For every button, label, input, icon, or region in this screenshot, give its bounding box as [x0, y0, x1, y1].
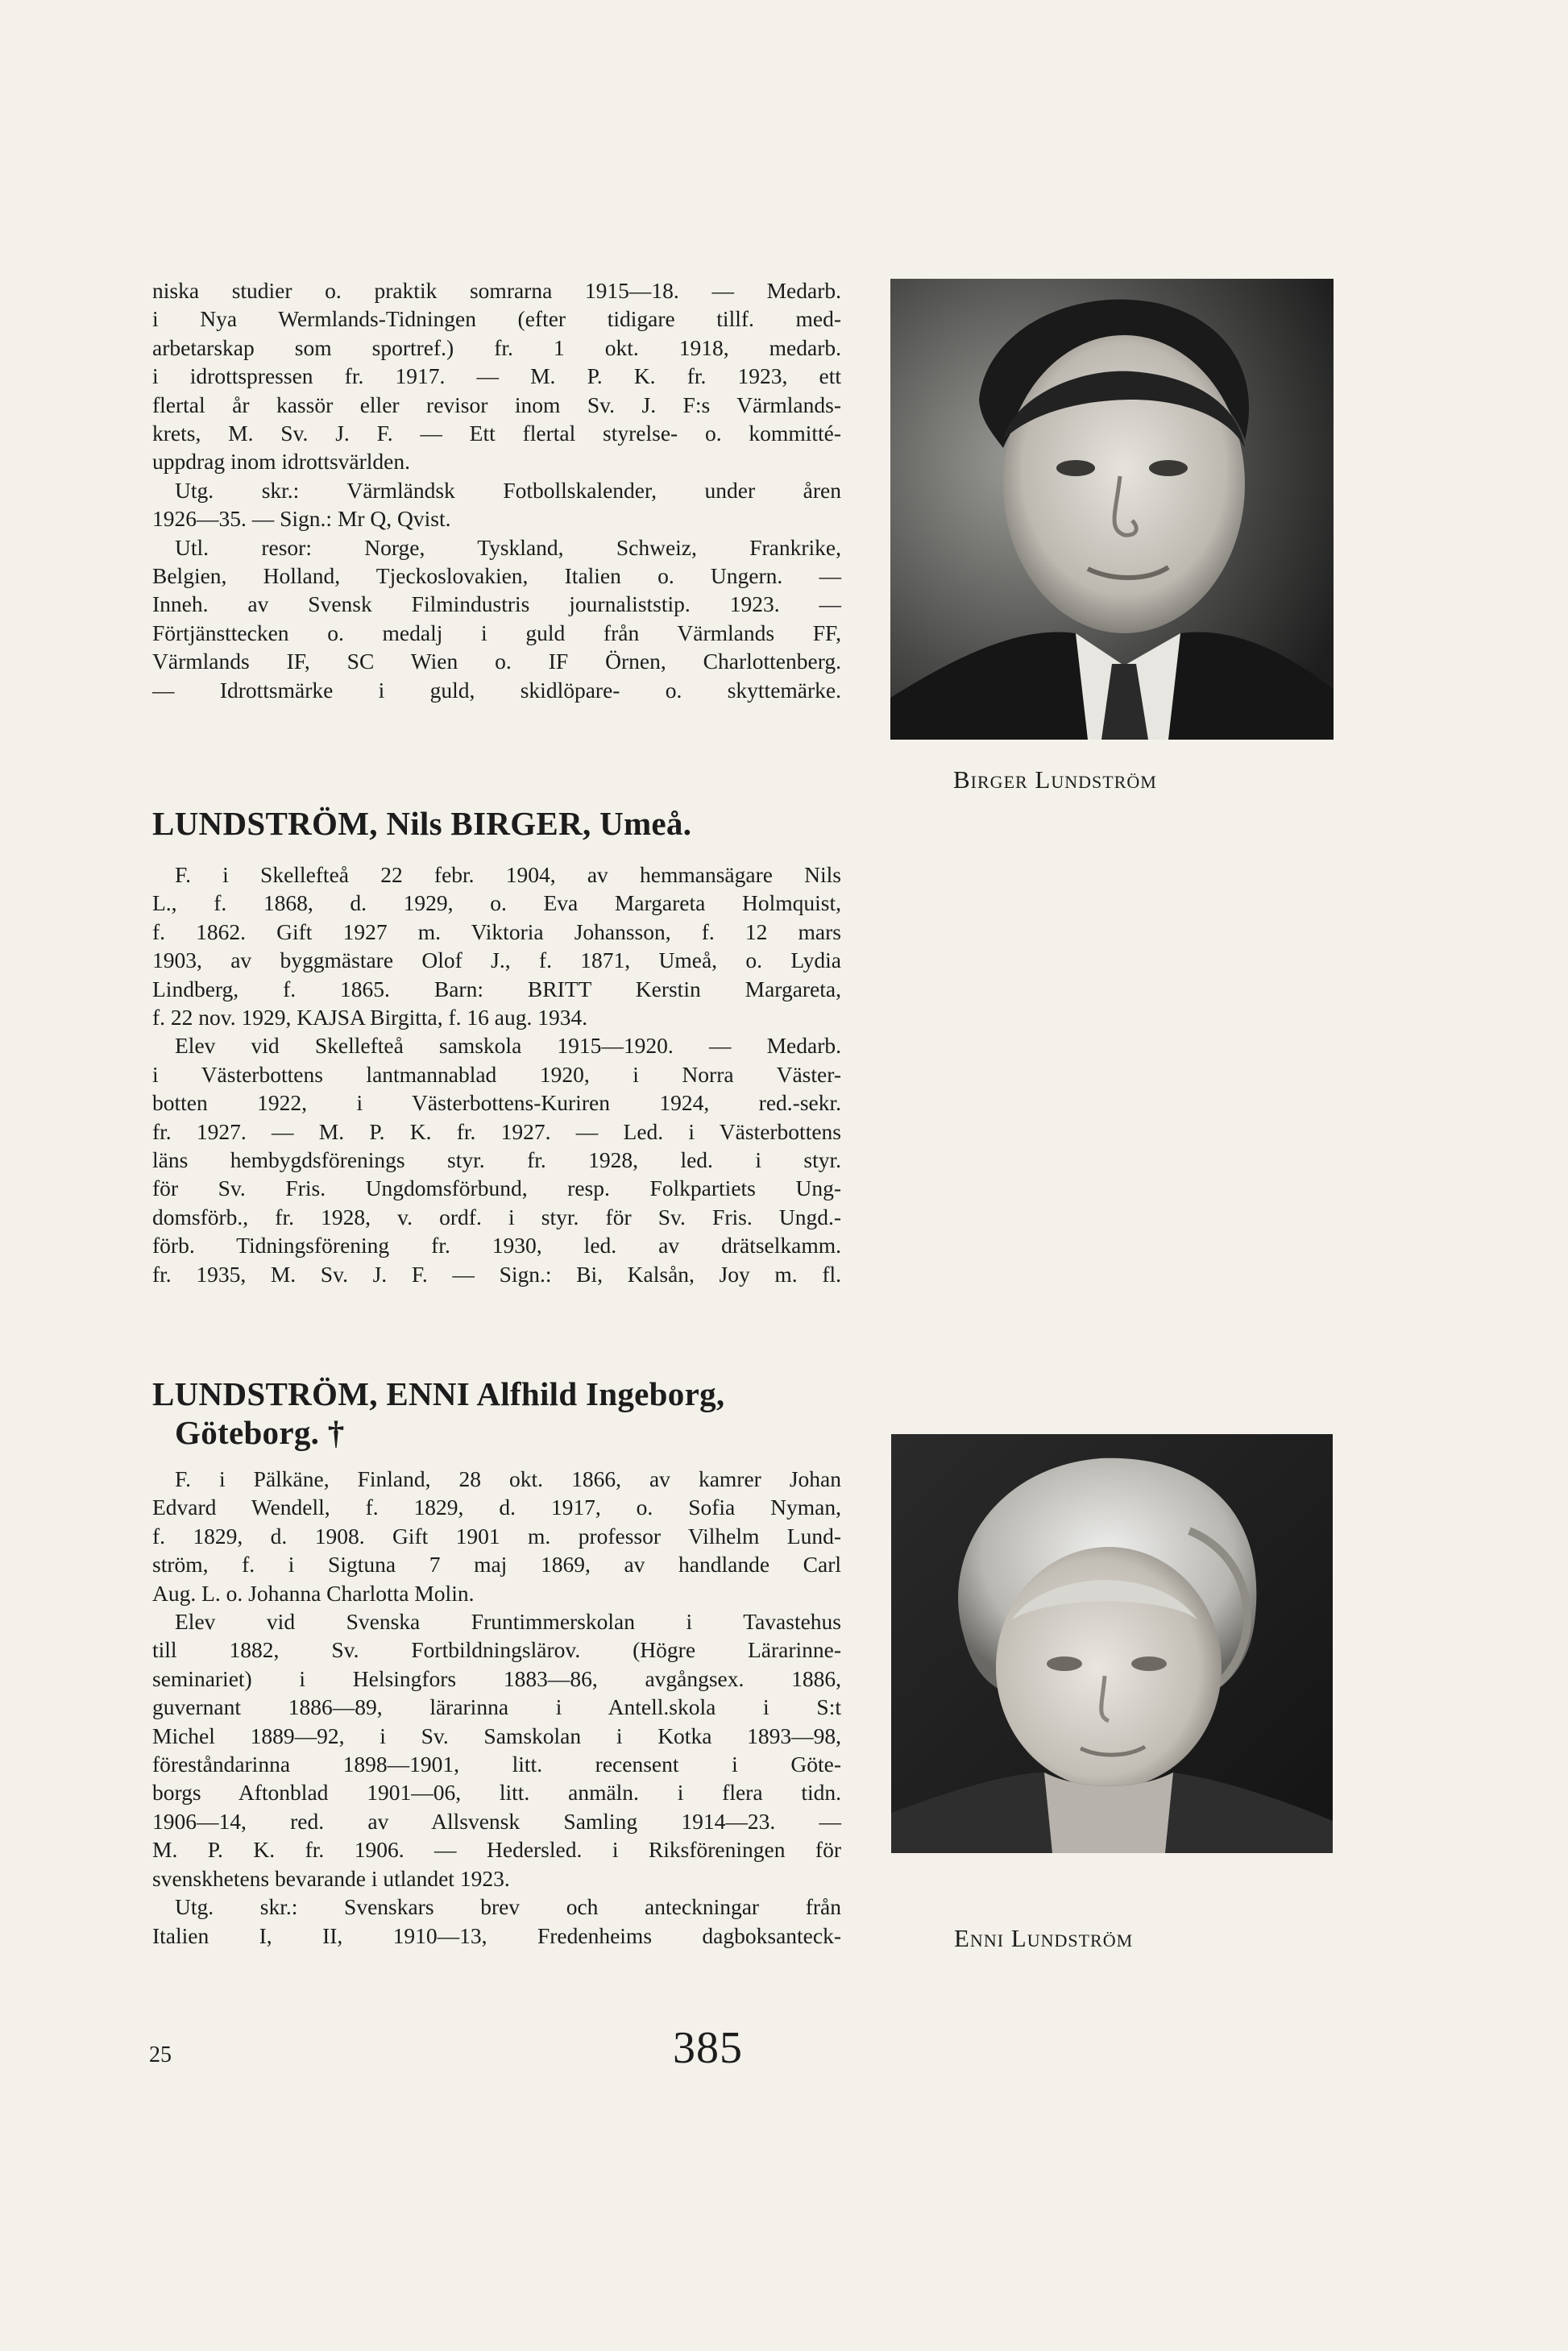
entry-heading-enni-line2: Göteborg. †: [175, 1414, 345, 1451]
text-line: för Sv. Fris. Ungdomsförbund, resp. Folkpartiets Ung-: [152, 1176, 841, 1201]
text-line: flertal år kassör eller revisor inom Sv. J. F:s Värmlands-: [152, 392, 841, 417]
text-line: i idrottspressen fr. 1917. — M. P. K. fr. 1923, ett: [152, 363, 841, 389]
caption-birger: Birger Lundström: [953, 765, 1157, 794]
entry-heading-birger: LUNDSTRÖM, Nils BIRGER, Umeå.: [152, 805, 692, 842]
text-line: Utg. skr.: Värmländsk Fotbollskalender, under åren: [175, 477, 841, 503]
text-line: Edvard Wendell, f. 1829, d. 1917, o. Sofia Nyman,: [152, 1495, 841, 1520]
text-line: f. 1862. Gift 1927 m. Viktoria Johansson, f. 12 mars: [152, 918, 841, 944]
text-line: föreståndarinna 1898—1901, litt. recensent i Göte-: [152, 1752, 841, 1777]
text-line: ström, f. i Sigtuna 7 maj 1869, av handlande Carl: [152, 1552, 841, 1578]
text-line: Aug. L. o. Johanna Charlotta Molin.: [152, 1580, 475, 1606]
text-line: Italien I, II, 1910—13, Fredenheims dagboksanteck-: [152, 1922, 841, 1948]
text-line: guvernant 1886—89, lärarinna i Antell.skola i S:t: [152, 1694, 841, 1720]
entry-heading-enni: [152, 1375, 724, 1452]
text-line: uppdrag inom idrottsvärlden.: [152, 449, 411, 475]
continued-entry-text: [152, 276, 841, 704]
text-line: 1903, av byggmästare Olof J., f. 1871, Umeå, o. Lydia: [152, 947, 841, 973]
text-line: krets, M. Sv. J. F. — Ett flertal styrelse- o. kommitté-: [152, 421, 841, 446]
portrait-birger-lundstrom: [890, 279, 1334, 740]
text-line: f. 1829, d. 1908. Gift 1901 m. professor Vilhelm Lund-: [152, 1523, 841, 1549]
caption-enni: Enni Lundström: [954, 1924, 1134, 1952]
continued-entry: [152, 276, 841, 704]
text-line: Michel 1889—92, i Sv. Samskolan i Kotka 1893—98,: [152, 1723, 841, 1748]
text-line: Utg. skr.: Svenskars brev och anteckningar från: [175, 1894, 841, 1920]
text-line: Belgien, Holland, Tjeckoslovakien, Italien o. Ungern. —: [152, 563, 841, 589]
portrait-enni-image: [891, 1434, 1333, 1853]
text-line: F. i Skellefteå 22 febr. 1904, av hemmansägare Nils: [175, 862, 841, 887]
text-line: till 1882, Sv. Fortbildningslärov. (Högre Lärarinne-: [152, 1637, 841, 1663]
text-line: Värmlands IF, SC Wien o. IF Örnen, Charlottenberg.: [152, 649, 841, 674]
text-line: förb. Tidningsförening fr. 1930, led. av drätselkamm.: [152, 1233, 841, 1258]
text-line: Förtjänsttecken o. medalj i guld från Värmlands FF,: [152, 620, 841, 645]
text-line: M. P. K. fr. 1906. — Hedersled. i Riksföreningen för: [152, 1837, 841, 1863]
text-line: botten 1922, i Västerbottens-Kuriren 1924, red.-sekr.: [152, 1090, 841, 1116]
portrait-enni-lundstrom: [891, 1434, 1333, 1853]
text-line: fr. 1927. — M. P. K. fr. 1927. — Led. i Västerbottens: [152, 1118, 841, 1144]
text-line: L., f. 1868, d. 1929, o. Eva Margareta Holmquist,: [152, 890, 841, 916]
entry-birger: [152, 860, 841, 1288]
text-line: läns hembygdsförenings styr. fr. 1928, led. i styr.: [152, 1147, 841, 1173]
entry-birger-text: [152, 860, 841, 1288]
text-line: — Idrottsmärke i guld, skidlöpare- o. skyttemärke.: [152, 677, 841, 703]
text-line: 1926—35. — Sign.: Mr Q, Qvist.: [152, 506, 451, 532]
text-line: arbetarskap som sportref.) fr. 1 okt. 1918, medarb.: [152, 334, 841, 360]
entry-heading-enni-line1: LUNDSTRÖM, ENNI Alfhild Ingeborg,: [152, 1375, 725, 1412]
text-line: fr. 1935, M. Sv. J. F. — Sign.: Bi, Kalsån, Joy m. fl.: [152, 1261, 841, 1287]
text-line: i Nya Wermlands-Tidningen (efter tidigare tillf. med-: [152, 306, 841, 332]
page-number: 385: [673, 2023, 743, 2073]
text-line: i Västerbottens lantmannablad 1920, i Norra Väster-: [152, 1061, 841, 1087]
text-line: seminariet) i Helsingfors 1883—86, avgångsex. 1886,: [152, 1665, 841, 1691]
printer-signature: 25: [149, 2042, 172, 2067]
text-line: niska studier o. praktik somrarna 1915—18. — Medarb.: [152, 278, 841, 303]
text-line: F. i Pälkäne, Finland, 28 okt. 1866, av kamrer Johan: [175, 1466, 841, 1491]
text-line: svenskhetens bevarande i utlandet 1923.: [152, 1865, 510, 1891]
text-line: f. 22 nov. 1929, KAJSA Birgitta, f. 16 aug. 1934.: [152, 1005, 588, 1030]
text-line: borgs Aftonblad 1901—06, litt. anmäln. i flera tidn.: [152, 1780, 841, 1806]
text-line: Inneh. av Svensk Filmindustris journaliststip. 1923. —: [152, 591, 841, 617]
text-line: Lindberg, f. 1865. Barn: BRITT Kerstin Margareta,: [152, 976, 841, 1001]
text-line: 1906—14, red. av Allsvensk Samling 1914—23. —: [152, 1808, 841, 1834]
text-line: Elev vid Skellefteå samskola 1915—1920. — Medarb.: [175, 1033, 841, 1059]
text-line: domsförb., fr. 1928, v. ordf. i styr. för Sv. Fris. Ungd.-: [152, 1204, 841, 1229]
entry-enni-text: [152, 1465, 841, 1950]
entry-enni: [152, 1465, 841, 1950]
text-line: Elev vid Svenska Fruntimmerskolan i Tavastehus: [175, 1609, 841, 1635]
text-line: Utl. resor: Norge, Tyskland, Schweiz, Frankrike,: [175, 534, 841, 560]
portrait-birger-image: [890, 279, 1334, 740]
